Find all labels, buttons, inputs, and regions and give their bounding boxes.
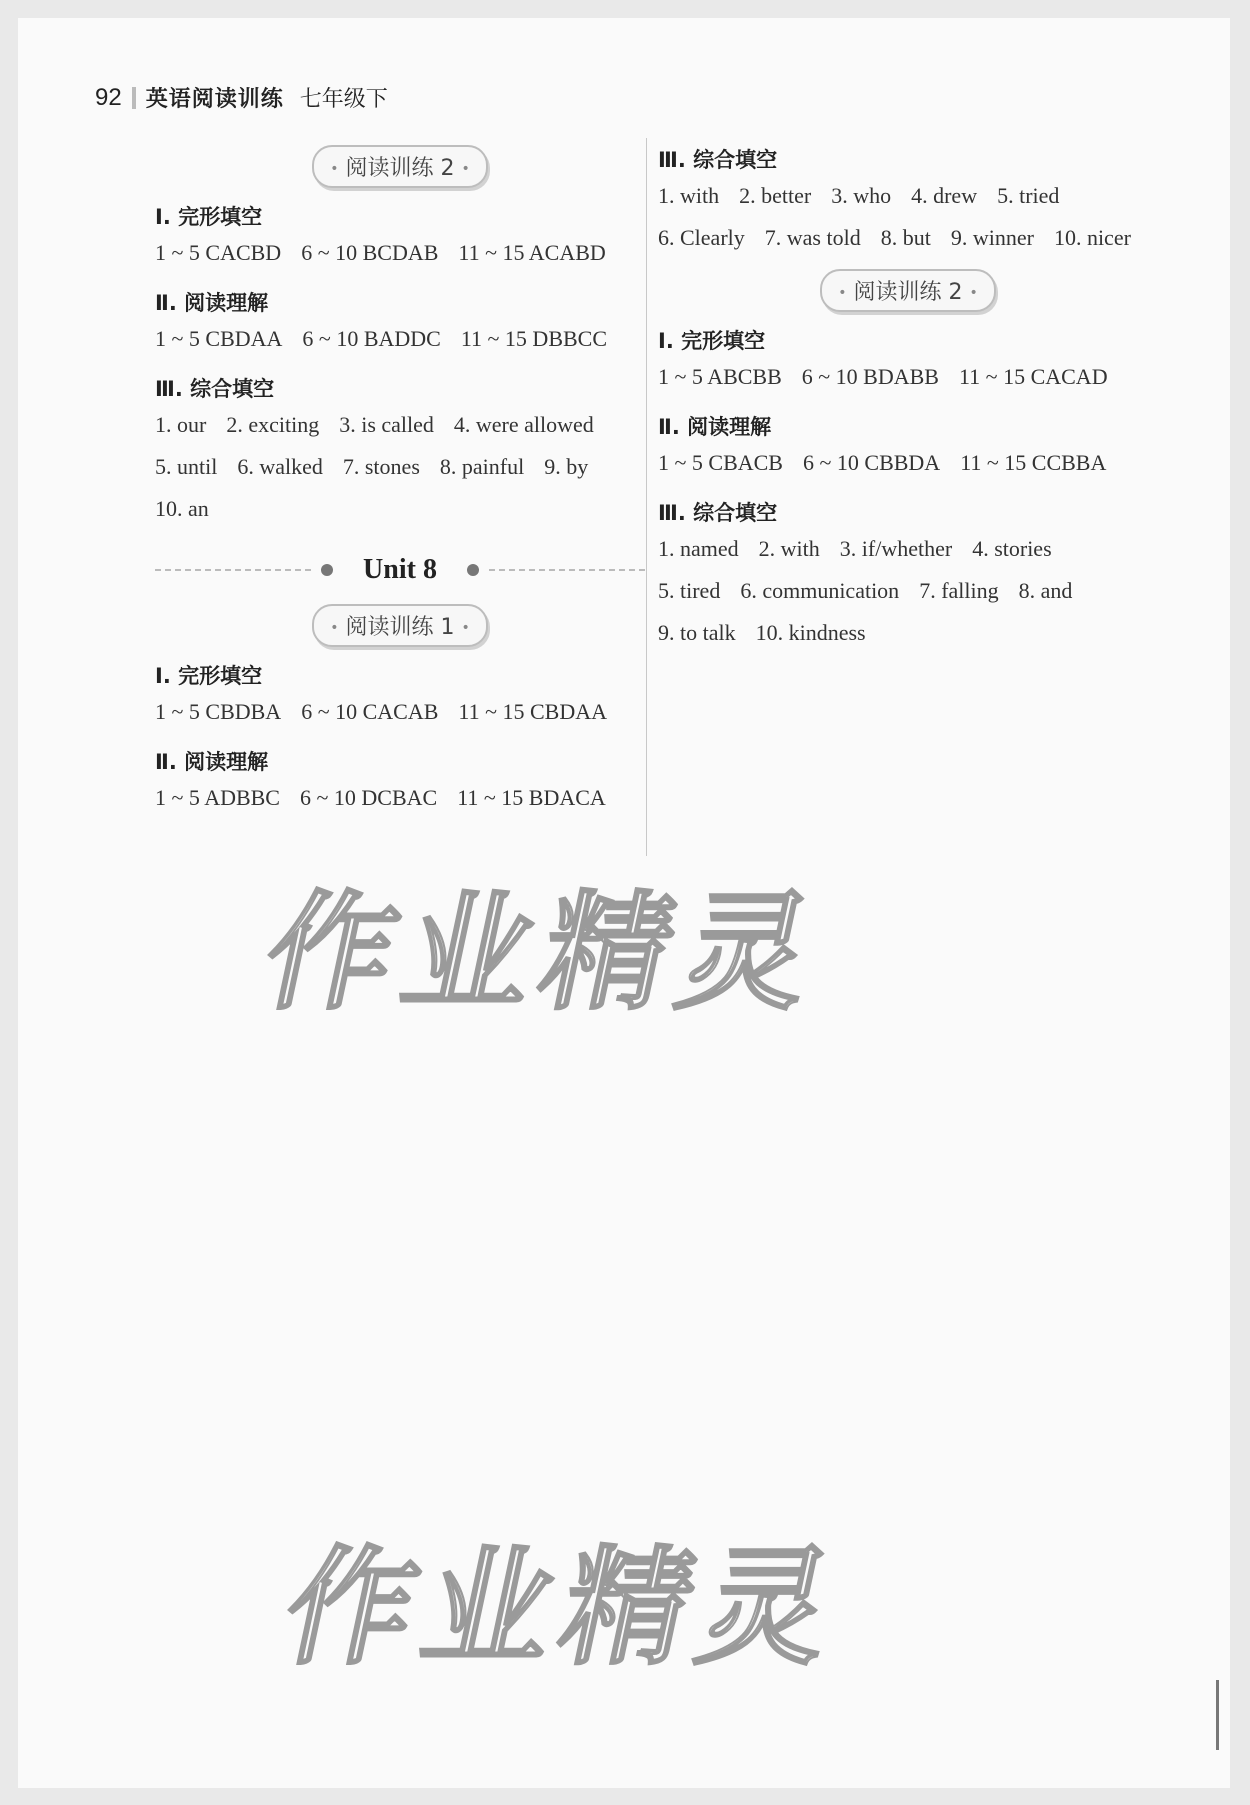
section-title: Ⅱ. 阅读理解 xyxy=(658,415,772,439)
answer-line xyxy=(658,217,1158,259)
dot-icon: • xyxy=(969,285,978,301)
answer-item: 5. until xyxy=(155,454,218,479)
section-title: Ⅱ. 阅读理解 xyxy=(155,291,269,315)
answer-line xyxy=(155,232,645,274)
book-title: 英语阅读训练 xyxy=(145,87,284,112)
section-title: Ⅲ. 综合填空 xyxy=(155,377,275,401)
badge-label: 阅读训练 2 xyxy=(345,156,455,181)
answer-item: 1 ~ 5 ABCBB xyxy=(658,364,782,389)
answer-line xyxy=(155,691,645,733)
dot-icon: • xyxy=(838,285,847,301)
answer-item: 1 ~ 5 CBACB xyxy=(658,450,783,475)
answer-item: 4. stories xyxy=(972,536,1052,561)
answer-item: 7. falling xyxy=(919,578,999,603)
answer-item: 8. but xyxy=(880,225,931,250)
answer-item: 8. painful xyxy=(439,454,525,479)
answer-item: 11 ~ 15 BDACA xyxy=(457,785,606,810)
answer-item: 4. drew xyxy=(911,183,978,208)
answer-item: 11 ~ 15 CBDAA xyxy=(458,699,608,724)
dot-icon: • xyxy=(461,161,470,177)
section-title: Ⅲ. 综合填空 xyxy=(658,501,778,525)
answer-item: 7. stones xyxy=(342,454,420,479)
bullet-icon xyxy=(467,564,479,576)
answer-item: 3. if/whether xyxy=(839,536,953,561)
answer-item: 6 ~ 10 BCDAB xyxy=(301,240,439,265)
dashed-rule xyxy=(489,569,645,571)
answer-line xyxy=(658,612,1158,654)
answer-item: 1. with xyxy=(658,183,720,208)
answer-item: 6 ~ 10 CACAB xyxy=(301,699,439,724)
column-divider xyxy=(646,138,647,856)
answer-item: 1 ~ 5 CACBD xyxy=(155,240,282,265)
answer-item: 6 ~ 10 BDABB xyxy=(801,364,939,389)
answer-item: 6. walked xyxy=(237,454,323,479)
section-badge xyxy=(312,604,488,647)
dot-icon: • xyxy=(330,620,339,636)
page-number: 92 xyxy=(95,83,122,111)
answer-line xyxy=(658,570,1158,612)
answer-item: 11 ~ 15 CACAD xyxy=(958,364,1108,389)
answer-line xyxy=(155,488,645,530)
dashed-rule xyxy=(155,569,311,571)
answer-line xyxy=(658,442,1158,484)
answer-line xyxy=(155,404,645,446)
answer-item: 2. exciting xyxy=(226,412,320,437)
answer-item: 10. kindness xyxy=(755,620,866,645)
answer-item: 2. with xyxy=(758,536,820,561)
answer-item: 1 ~ 5 ADBBC xyxy=(155,785,280,810)
section-title: Ⅰ. 完形填空 xyxy=(658,329,766,353)
answer-item: 5. tried xyxy=(997,183,1060,208)
section-badge xyxy=(820,269,996,312)
grade-label: 七年级下 xyxy=(299,87,388,112)
answer-item: 1 ~ 5 CBDAA xyxy=(155,326,283,351)
answer-item: 10. an xyxy=(155,496,209,521)
unit-title: Unit 8 xyxy=(363,554,437,585)
badge-label: 阅读训练 2 xyxy=(853,280,963,305)
answer-item: 6 ~ 10 BADDC xyxy=(302,326,441,351)
answer-item: 6 ~ 10 DCBAC xyxy=(300,785,438,810)
answer-line xyxy=(658,356,1158,398)
badge-label: 阅读训练 1 xyxy=(345,615,455,640)
dot-icon: • xyxy=(461,620,470,636)
answer-item: 10. nicer xyxy=(1053,225,1131,250)
answer-item: 6. communication xyxy=(740,578,900,603)
answer-item: 6 ~ 10 CBBDA xyxy=(803,450,941,475)
answer-item: 1. our xyxy=(155,412,207,437)
answer-item: 11 ~ 15 CCBBA xyxy=(960,450,1107,475)
dot-icon: • xyxy=(330,161,339,177)
answer-item: 9. to talk xyxy=(658,620,736,645)
watermark: 作业精灵 xyxy=(271,1534,856,1683)
answer-line xyxy=(658,175,1158,217)
unit-heading xyxy=(155,542,645,598)
answer-line xyxy=(155,318,645,360)
watermark: 作业精灵 xyxy=(251,879,836,1028)
answer-line xyxy=(658,528,1158,570)
answer-item: 11 ~ 15 ACABD xyxy=(458,240,606,265)
answer-item: 5. tired xyxy=(658,578,721,603)
answer-line xyxy=(155,446,645,488)
answer-item: 9. by xyxy=(544,454,589,479)
page-header xyxy=(95,82,388,113)
answer-item: 2. better xyxy=(739,183,812,208)
answer-item: 8. and xyxy=(1018,578,1073,603)
bullet-icon xyxy=(321,564,333,576)
answer-item: 11 ~ 15 DBBCC xyxy=(460,326,608,351)
right-column xyxy=(658,145,1158,654)
answer-item: 3. who xyxy=(831,183,892,208)
section-title: Ⅰ. 完形填空 xyxy=(155,664,263,688)
answer-line xyxy=(155,777,645,819)
section-title: Ⅰ. 完形填空 xyxy=(155,205,263,229)
section-title: Ⅱ. 阅读理解 xyxy=(155,750,269,774)
answer-item: 3. is called xyxy=(339,412,434,437)
answer-item: 4. were allowed xyxy=(453,412,594,437)
header-divider xyxy=(132,87,136,109)
section-title: Ⅲ. 综合填空 xyxy=(658,148,778,172)
answer-item: 1. named xyxy=(658,536,739,561)
answer-item: 7. was told xyxy=(764,225,861,250)
answer-item: 9. winner xyxy=(950,225,1034,250)
scan-mark xyxy=(1216,1680,1219,1750)
answer-item: 6. Clearly xyxy=(658,225,745,250)
answer-item: 1 ~ 5 CBDBA xyxy=(155,699,282,724)
section-badge xyxy=(312,145,488,188)
left-column xyxy=(155,145,645,819)
